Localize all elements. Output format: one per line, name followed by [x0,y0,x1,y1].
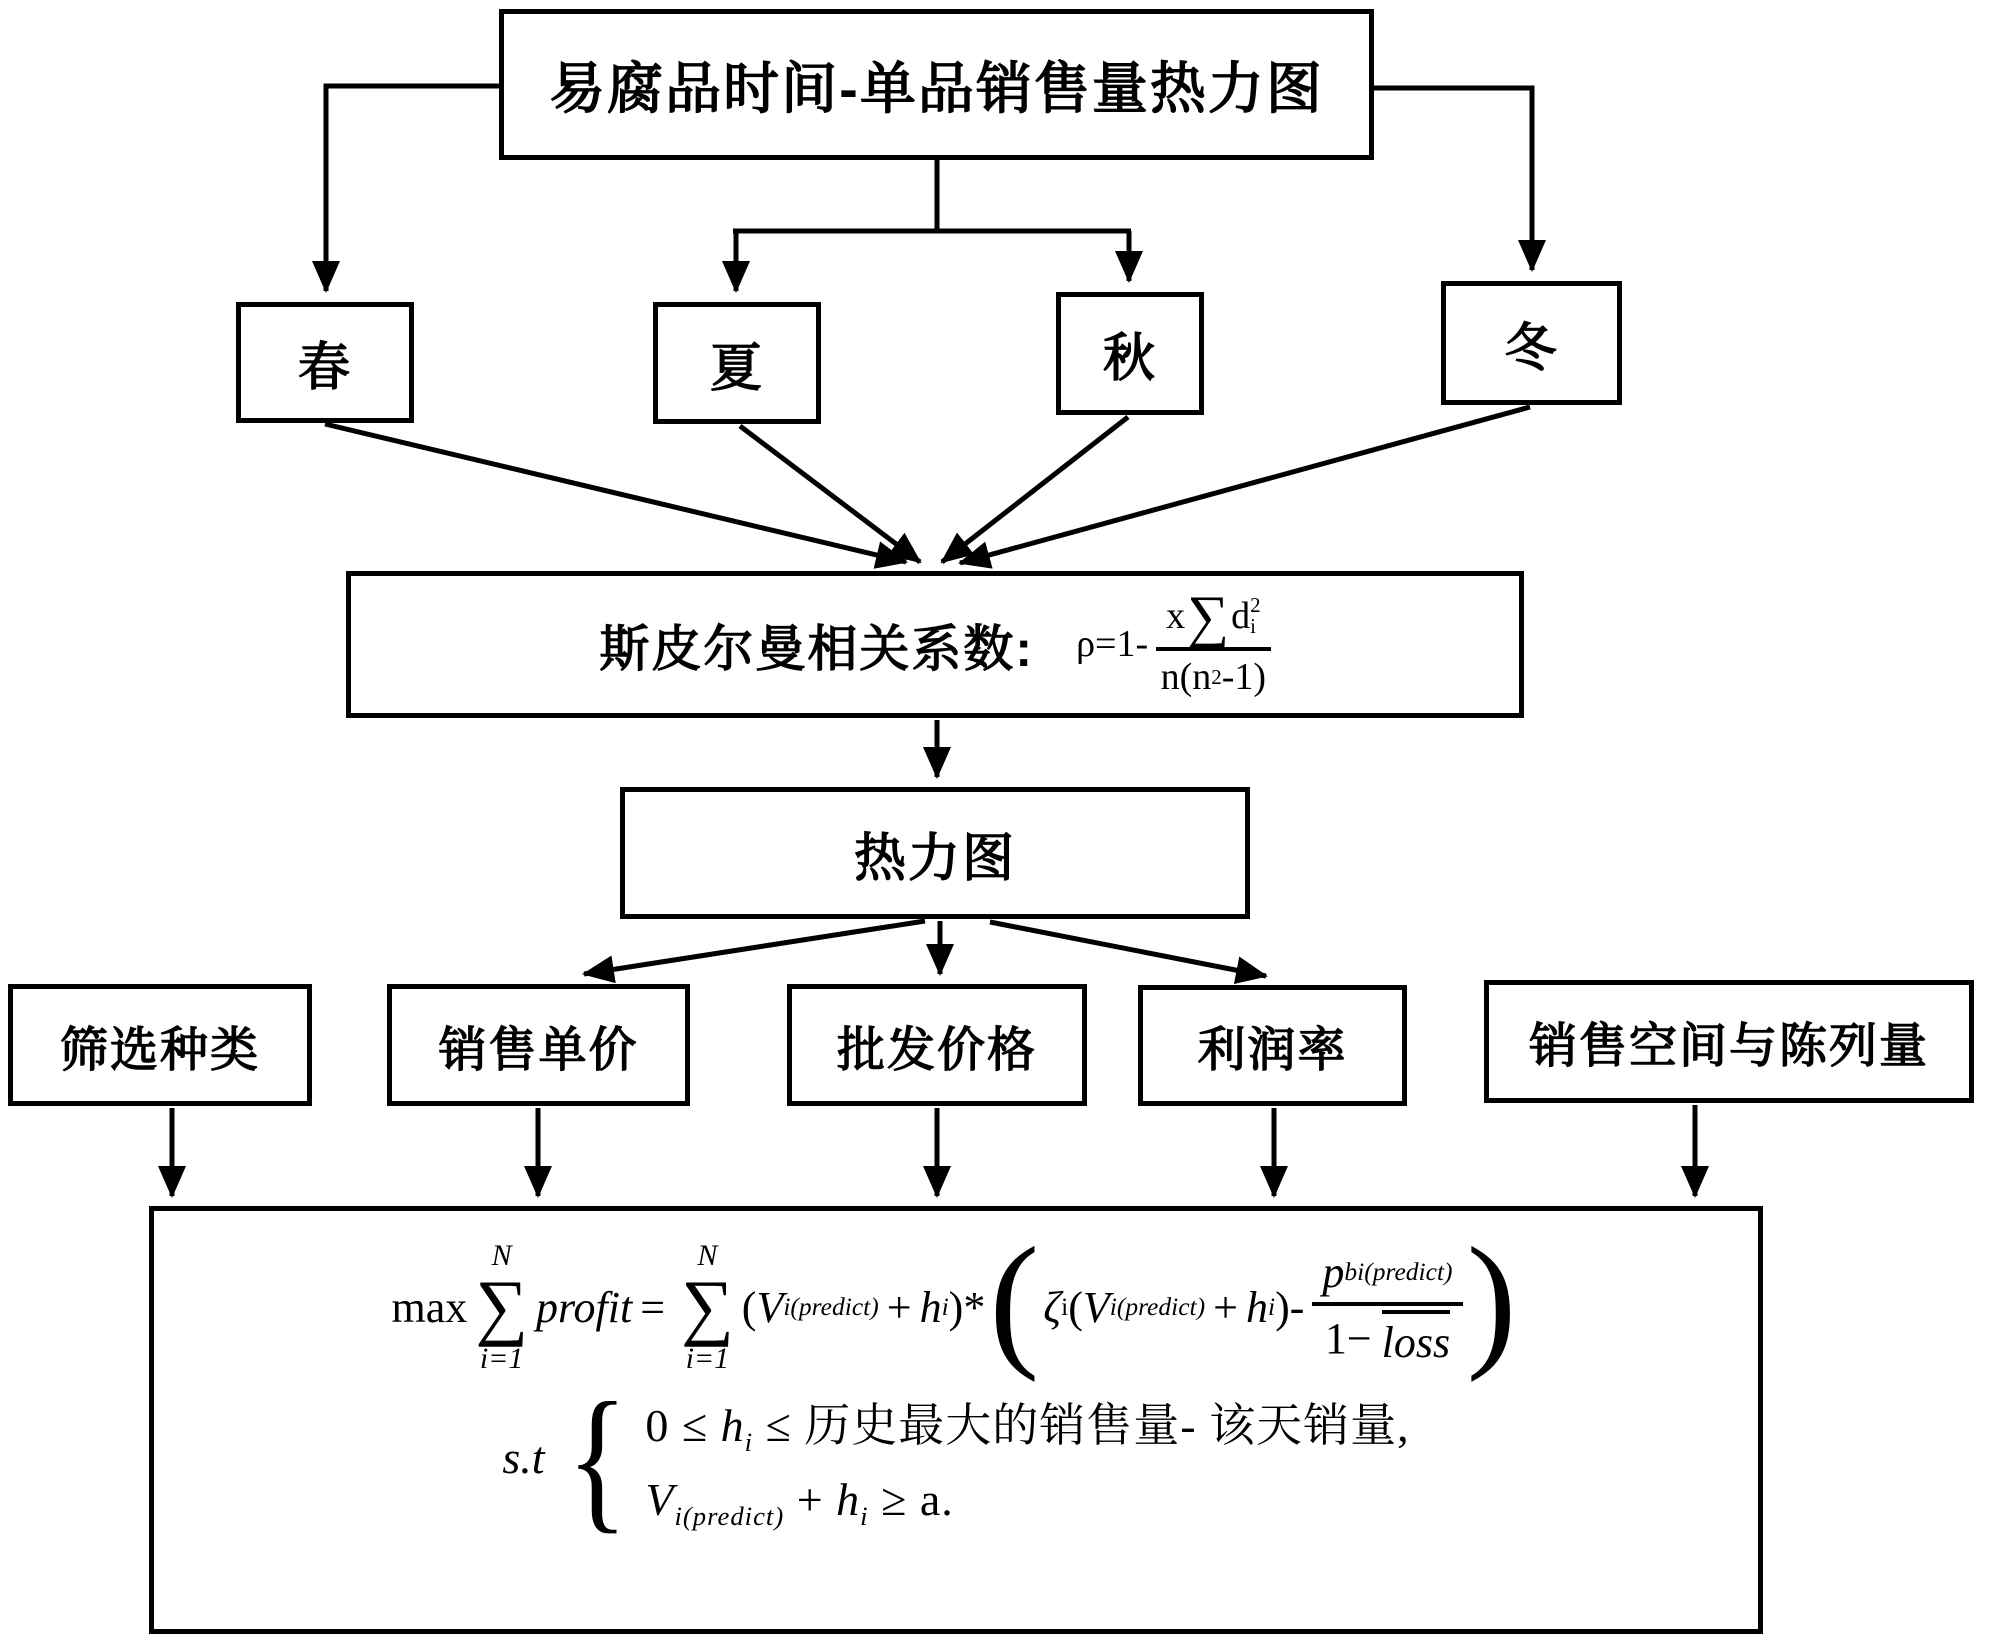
var-h-sub: i [860,1501,869,1532]
node-heatmap [620,787,1250,919]
node-unit-price-label: 销售单价 [438,1023,639,1077]
objective-profit: profit [536,1282,633,1332]
paren: ( [741,1282,757,1332]
node-spring [236,302,414,423]
node-winter [1441,281,1622,405]
sum-operator [475,1239,528,1375]
node-spearman [346,571,1524,718]
connector-heatmap-to-profit-rate [990,922,1266,976]
node-spearman-label: 斯皮尔曼相关系数: [599,620,1035,677]
constraints-lines [645,1389,1410,1532]
spearman-d-sup: 2 [1250,592,1261,617]
den-one-minus: 1− [1324,1314,1372,1364]
node-display-space-label: 销售空间与陈列量 [1528,1020,1929,1073]
constraint-2-rest: ≥ a. [868,1474,954,1526]
node-filter-category-label: 筛选种类 [59,1023,260,1077]
node-summer [653,302,821,424]
constraint-1-pre: 0 ≤ [645,1400,721,1452]
spearman-formula [1076,583,1271,699]
objective-equals: = [640,1282,666,1332]
sigma-symbol: ∑ [1187,583,1230,649]
spearman-num-d: d [1231,595,1251,638]
node-display-space [1484,980,1974,1103]
plus-sign: + [784,1474,837,1526]
var-V-sub: i(predict) [674,1501,785,1532]
var-h: h [836,1474,861,1526]
node-heatmap-title-label: 易腐品时间-单品销售量热力图 [549,56,1324,120]
sum-upper-limit: N [697,1239,718,1272]
constraints-brace: { [566,1368,628,1547]
spearman-denominator [1161,651,1266,699]
spearman-numerator [1156,583,1270,651]
var-zeta: ζ [1043,1282,1062,1332]
connector-heatmap-to-unit-price [584,921,925,974]
sum-upper-limit: N [491,1239,512,1272]
connector-spring-to-spearman [325,424,906,562]
var-h: h [919,1282,942,1332]
objective-term1: ( V i(predict) + h i )* [741,1282,986,1332]
node-wholesale-price-label: 批发价格 [836,1023,1037,1077]
node-profit-rate-label: 利润率 [1197,1024,1348,1077]
node-autumn-label: 秋 [1102,330,1157,388]
loss-fraction-numerator: p bi(predict) [1312,1247,1462,1306]
objective-term2: ζ i ( V i(predict) + h i )- [1043,1282,1305,1332]
objective-formula [391,1217,1520,1384]
node-autumn [1056,292,1204,415]
var-h: h [720,1400,745,1452]
var-V: V [756,1282,784,1332]
st-label: s.t [502,1432,545,1484]
node-winter-label: 冬 [1504,319,1559,378]
spearman-d-sub: i [1250,614,1256,639]
constraint-1 [645,1389,1410,1458]
var-h-sub: i [744,1427,754,1458]
spearman-den-sup: 2 [1211,664,1222,689]
constraint-2 [645,1473,1409,1532]
objective-max: max [391,1282,468,1332]
close-paren-star: )* [948,1282,986,1332]
sigma-symbol: ∑ [475,1266,529,1348]
plus-sign: + [886,1282,912,1332]
node-summer-label: 夏 [709,339,764,398]
sum-lower-limit: i=1 [479,1342,524,1376]
node-wholesale-price [787,984,1087,1106]
sum-operator [681,1239,734,1375]
connector-winter-to-spearman [960,407,1530,563]
plus-sign: + [1213,1282,1238,1332]
var-V: V [1082,1282,1110,1332]
spearman-fraction [1156,583,1270,699]
node-heatmap-label: 热力图 [853,829,1016,888]
var-loss-bar: loss [1382,1310,1450,1368]
spearman-den-2: -1) [1221,656,1267,698]
loss-fraction [1312,1247,1462,1368]
big-close-paren: ) [1466,1217,1517,1384]
connector-top-to-winter [1374,88,1532,270]
spearman-den-1: n(n [1160,656,1212,698]
node-objective [149,1206,1763,1634]
var-V: V [645,1474,675,1526]
node-unit-price [387,984,690,1106]
constraint-1-rest: ≤ 历史最大的销售量- 该天销量, [753,1400,1410,1452]
constraints-block [502,1368,1410,1547]
loss-fraction-denominator [1325,1306,1450,1368]
var-h: h [1245,1282,1268,1332]
connector-top-to-spring [326,86,499,291]
node-spring-label: 春 [297,339,352,397]
sum-lower-limit: i=1 [685,1342,730,1376]
big-open-paren: ( [989,1217,1040,1384]
spearman-d-scripts [1250,592,1261,639]
close-paren-minus: )- [1275,1282,1305,1332]
sigma-symbol: ∑ [681,1266,734,1348]
node-heatmap-title [499,9,1374,160]
paren: ( [1068,1282,1083,1332]
node-filter-category [8,984,312,1106]
node-profit-rate [1138,985,1407,1106]
spearman-num-x: x [1166,595,1186,638]
var-p: p [1322,1247,1345,1297]
spearman-lhs: ρ=1- [1076,623,1149,666]
